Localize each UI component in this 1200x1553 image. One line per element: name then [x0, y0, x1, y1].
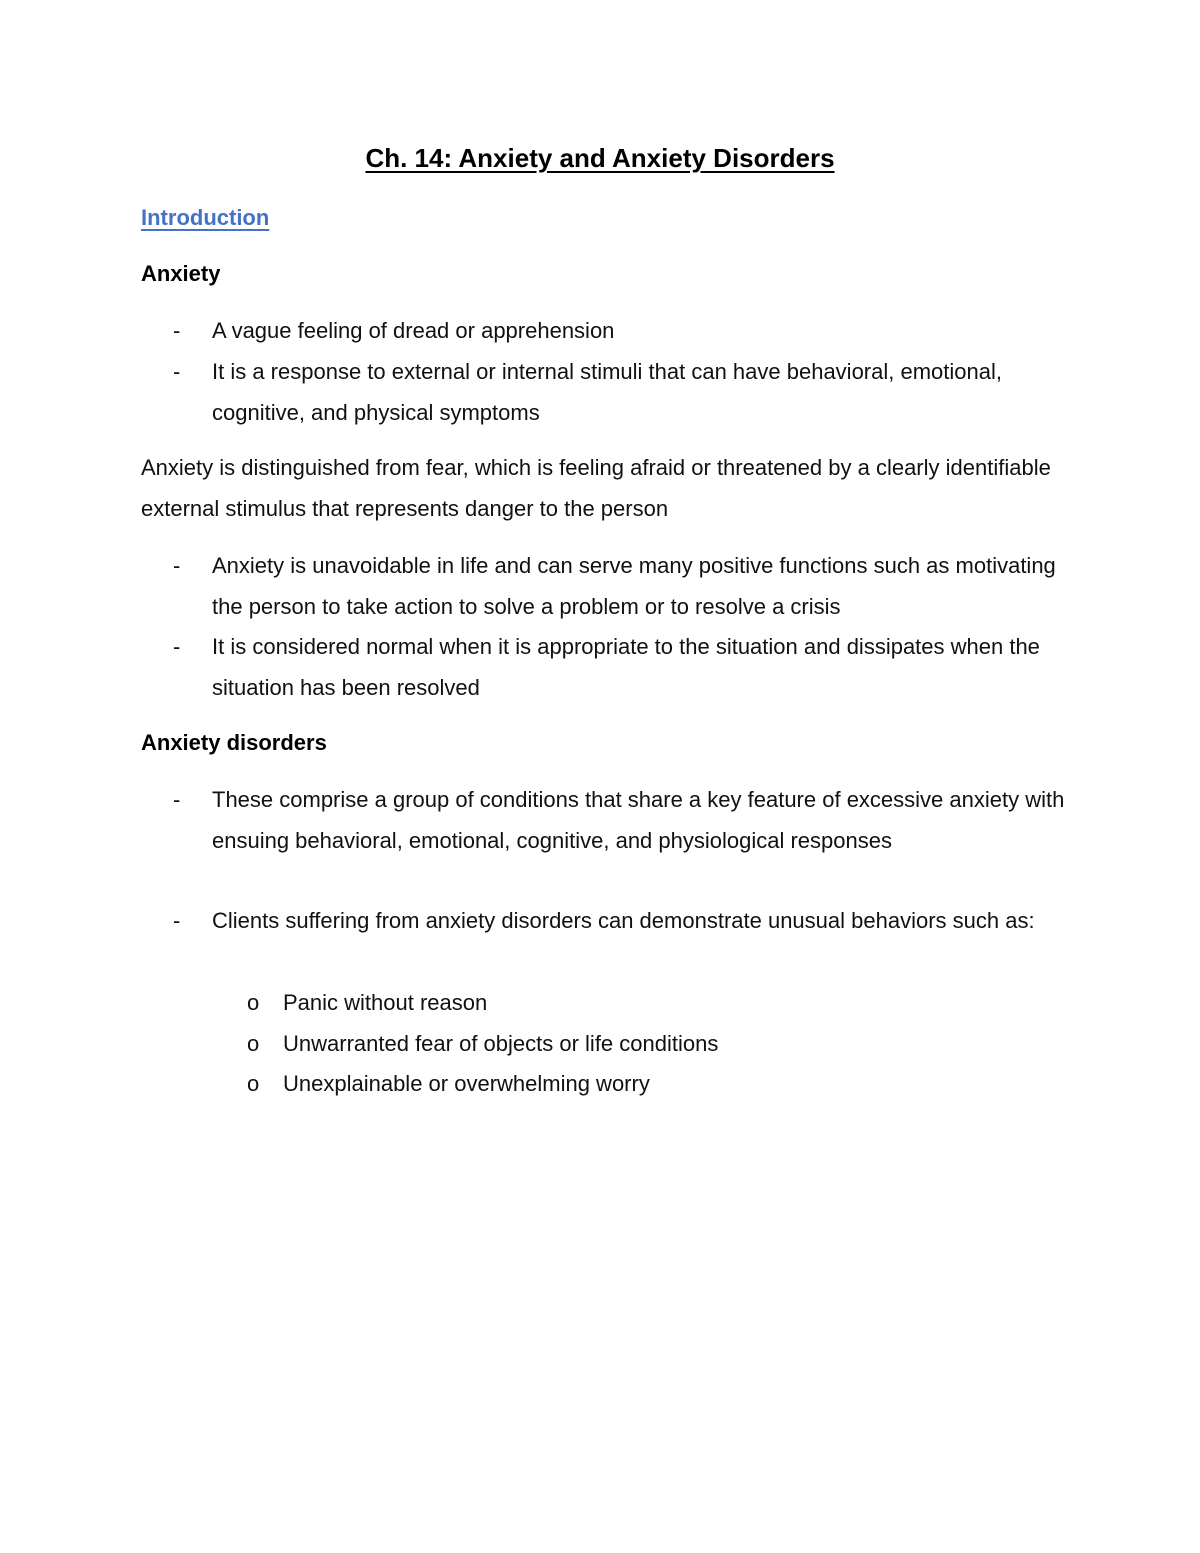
list-item — [141, 901, 1071, 942]
sub-bullet-marker: o — [247, 1071, 260, 1096]
bullet-marker: - — [173, 318, 181, 343]
bullet-text: These comprise a group of conditions that share a key feature of excessive anxiety with ensuing behavioral, emotional, cognitive, and physiological responses — [212, 787, 1065, 853]
paragraph-fear-distinction: Anxiety is distinguished from fear, which is feeling afraid or threatened by a clearly identifiable external stimulus that represents danger to the person — [141, 455, 1051, 521]
section-heading-introduction: Introduction — [141, 205, 270, 230]
list-item — [141, 352, 1071, 433]
sub-bullet-marker: o — [247, 1031, 260, 1056]
sub-list-item — [141, 1024, 1071, 1065]
sub-bullet-text: Panic without reason — [283, 990, 488, 1015]
bullet-marker: - — [173, 359, 181, 384]
sub-bullet-text: Unexplainable or overwhelming worry — [283, 1071, 650, 1096]
list-item — [141, 780, 1071, 861]
subheading-anxiety: Anxiety — [141, 261, 221, 286]
bullet-text: Anxiety is unavoidable in life and can serve many positive functions such as motivating the person to take action to solve a problem or to resolve a crisis — [212, 553, 1056, 619]
subheading-anxiety-disorders: Anxiety disorders — [141, 730, 327, 755]
bullet-marker: - — [173, 553, 181, 578]
bullet-text: Clients suffering from anxiety disorders can demonstrate unusual behaviors such as: — [212, 908, 1035, 933]
sub-list-item — [141, 1064, 1071, 1105]
document-title: Ch. 14: Anxiety and Anxiety Disorders — [365, 143, 835, 173]
bullet-text: It is a response to external or internal stimuli that can have behavioral, emotional, cognitive, and physical symptoms — [212, 359, 1002, 425]
bullet-text: A vague feeling of dread or apprehension — [212, 318, 615, 343]
bullet-marker: - — [173, 908, 181, 933]
bullet-marker: - — [173, 787, 181, 812]
bullet-marker: - — [173, 634, 181, 659]
sub-list-item — [141, 983, 1071, 1024]
list-item — [141, 627, 1071, 708]
list-item — [141, 311, 1071, 352]
sub-bullet-text: Unwarranted fear of objects or life conditions — [283, 1031, 719, 1056]
list-item — [141, 546, 1071, 627]
sub-bullet-marker: o — [247, 990, 260, 1015]
bullet-text: It is considered normal when it is appropriate to the situation and dissipates when the situation has been resolved — [212, 634, 1040, 700]
